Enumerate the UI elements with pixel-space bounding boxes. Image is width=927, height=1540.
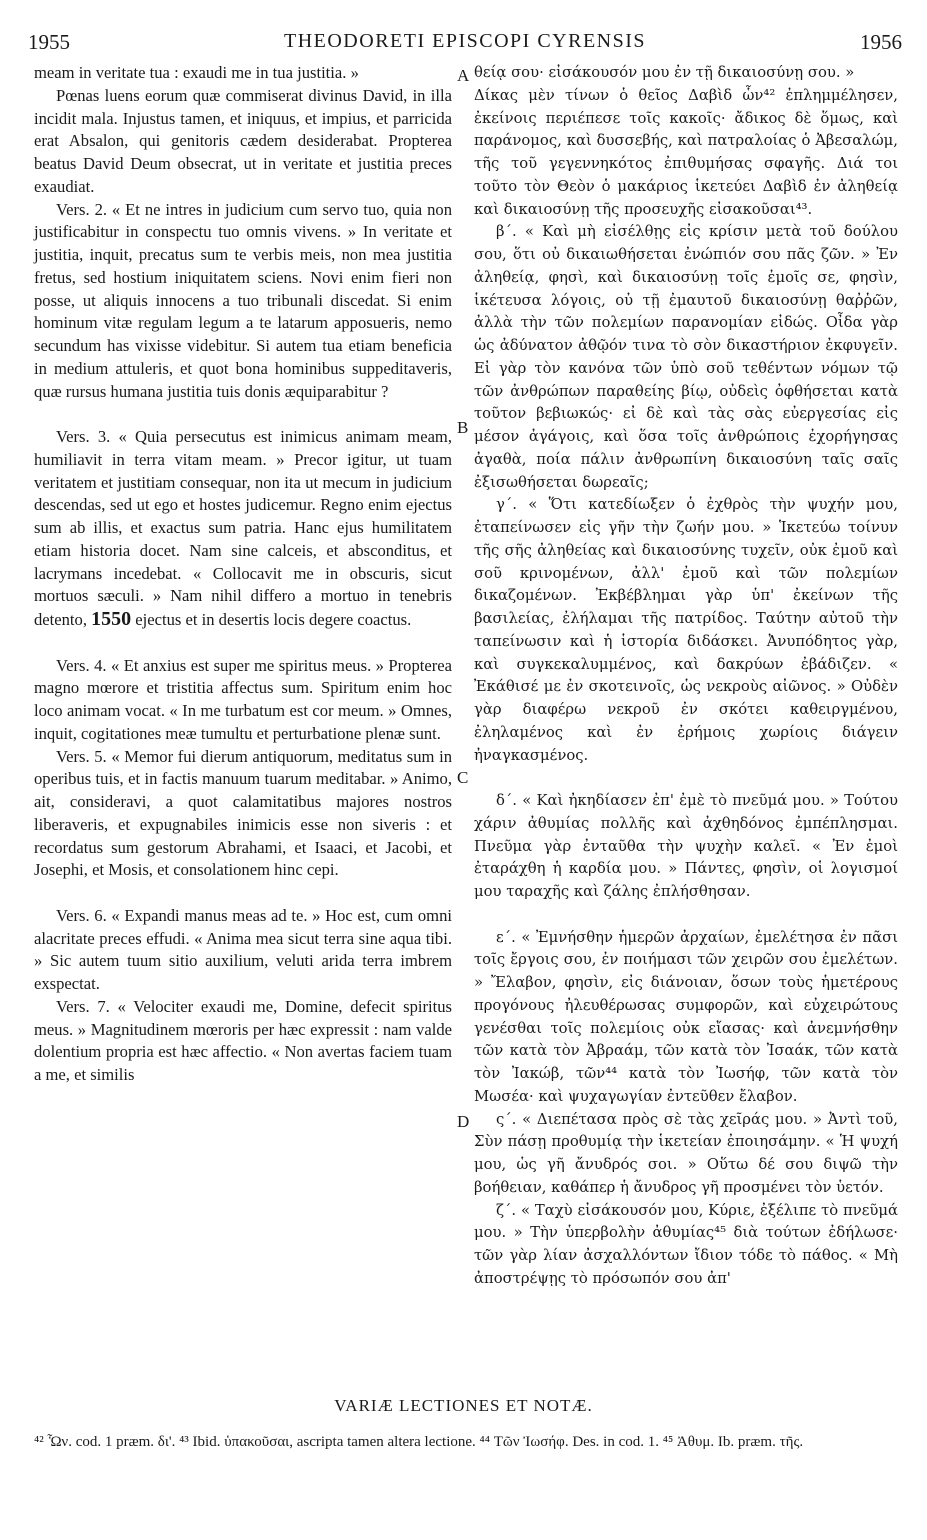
paragraph-text: ejectus et in desertis locis degere coactus. — [131, 610, 412, 629]
latin-paragraph: Pœnas luens eorum quæ commiserat divinus David, in illa incidit mala. Injustus tamen, et iniquus, et impius, et parricida erat Absalon, qui genitoris cædem desiderabat. Propterea beatus David Deum obsecrat, ut in veritate et justitia preces exaudiat. — [34, 85, 452, 196]
greek-paragraph: ζ΄. « Ταχὺ εἰσάκουσόν μου, Κύριε, ἐξέλιπε τὸ πνεῦμά μου. » Τὴν ὑπερβολὴν ἀθυμίας⁴⁵ διὰ τούτων ἐδήλωσε· τῶν γὰρ λίαν ἀσχαλλόντων ἴδιον τόδε τὸ πάθος. « Μὴ ἀποστρέψῃς τὸ πρόσωπόν σου ἀπ' — [474, 1201, 898, 1287]
latin-paragraph: Vers. 7. « Velociter exaudi me, Domine, defecit spiritus meus. » Magnitudinem mœroris per hæc expressit : nam valde dolentium propria est hæc affectio. « Non avertas faciem tuam a me, et similis — [34, 996, 452, 1084]
latin-paragraph: Vers. 6. « Expandi manus meas ad te. » Hoc est, cum omni alacritate preces effudi. « Anima mea sicut terra sine aqua tibi. » Sic autem tuum sitio auxilium, veluti arida terra imbrem exspectat. — [34, 905, 452, 993]
margin-letter-d: D — [457, 1112, 470, 1131]
latin-paragraph: Vers. 4. « Et anxius est super me spiritus meus. » Propterea magno mœrore et tristitia affectus sum. Spiritum enim hoc loco animam vocat. « In me turbatum est cor meum. » Omnes, inquit, cogitationes meæ tumultu et perturbatione plenæ sunt. — [34, 655, 452, 743]
page-number-left: 1955 — [28, 30, 70, 54]
margin-letter-a: A — [457, 66, 470, 85]
latin-paragraph: Vers. 5. « Memor fui dierum antiquorum, meditatus sum in operibus tuis, et in factis manuum tuarum meditabar. » Animo, ait, consideravi, a quot calamitatibus majores nostros liberaveris, et expugnabiles inimicis esse non siveris : et recordatus sum gestorum Abrahami, et Isaaci, et Jacobi, et Josephi, et Mosis, et consolationem hinc cepi. — [34, 746, 452, 880]
greek-paragraph: Δίκας μὲν τίνων ὁ θεῖος Δαβὶδ ὧν⁴² ἐπλημμέλησεν, ἐκείνοις περιέπεσε τοῖς κακοῖς· ἄδικος δὲ ὅμως, καὶ παράνομος, καὶ δυσσεβής, καὶ πατραλοίας ὁ Ἀβεσαλώμ, τῆς τοῦ γεγεννηκότος ἐπιθυμήσας σφαγῆς. Διά τοι τοῦτο τὸν Θεὸν ὁ μακάριος ἱκετεύει Δαβὶδ ἐν ἀληθείᾳ καὶ δικαιοσύνῃ τῆς προσευχῆς εἰσακοῦσαι⁴³. — [474, 86, 898, 218]
page-number-right: 1956 — [860, 30, 902, 54]
latin-paragraph: Vers. 2. « Et ne intres in judicium cum servo tuo, quia non justificabitur in conspectu tuo omnis vivens. » In veritate et justitia, inquit, precatus sum te verbis meis, non mea justitia fretus, sed hostium iniquitatem sciens. Novi enim fieri non posse, ut aliquis innocens a tuo tribunali discedat. Si enim hominum vitæ regulam legum a te latarum apposueris, nemo secundum has vixisse videbitur. Si autem tua etiam beneficia in medium attuleris, et quot bona hominibus suppeditaveris, quæ rursus humana justitia tuis donis æquiparabitur ? — [34, 199, 452, 401]
greek-column — [474, 62, 898, 1291]
greek-paragraph: δ΄. « Καὶ ἠκηδίασεν ἐπ' ἐμὲ τὸ πνεῦμά μου. » Τούτου χάριν ἀθυμίας πολλῆς καὶ ἀχθηδόνος ἐμπέπλησμαι. Πνεῦμα γὰρ ἐνταῦθα τὴν ψυχὴν καλεῖ. « Ἐν ἐμοὶ ἐταράχθη ἡ καρδία μου. » Πάντες, φησὶν, οἱ λογισμοί μου ταραχῆς καὶ ζάλης ἐπλήσθησαν. — [474, 792, 898, 900]
column-number: 1550 — [91, 608, 132, 630]
latin-paragraph — [34, 426, 452, 632]
greek-paragraph: ς΄. « Διεπέτασα πρὸς σὲ τὰς χεῖράς μου. » Ἀντὶ τοῦ, Σὺν πάσῃ προθυμίᾳ τὴν ἱκετείαν ἐποιησάμην. « Ἡ ψυχή μου, ὡς γῆ ἄνυδρός σοι. » Οὕτω δέ σου διψῶ τὴν βοήθειαν, καθάπερ ἡ ἄνυδρος γῆ προσμένει τὸν ὑετόν. — [474, 1110, 898, 1196]
paragraph-text: Vers. 3. « Quia persecutus est inimicus animam meam, humiliavit in terra vitam meam. » Precor igitur, ut tuam veritatem et justitiam consequar, non ita ut mecum in judicium descendas, sed ut ego et hostes judicemur. Regno enim ejectus sum ab illis, et exactus sum patria. Hanc ejus humilitatem etiam historia docet. Nam sine calceis, et absconditus, et lacrymans incedebat. « Collocavit me in obscuris, sicut mortuos sæculi. » Nam nihil differo a mortuo in tenebris detento, — [34, 427, 452, 629]
margin-letter-c: C — [457, 768, 469, 787]
greek-paragraph: γ΄. « Ὅτι κατεδίωξεν ὁ ἐχθρὸς τὴν ψυχήν μου, ἐταπείνωσεν εἰς γῆν τὴν ζωήν μου. » Ἱκετεύω τοίνυν τῆς σῆς ἀληθείας καὶ δικαιοσύνης τυχεῖν, οὐκ ἐμοῦ καὶ σοῦ κρινομένων, ἀλλ' ἐμοῦ καὶ τῶν πολεμίων δικαζομένων. Ἐκβέβλημαι γὰρ ὑπ' ἐκείνων τῆς βασιλείας, ἐλήλαμαι τῆς πατρίδος. Ταύτην αὐτοῦ τὴν ταπείνωσιν καὶ ἡ ἱστορία διδάσκει. Ἀνυπόδητος γὰρ, καὶ συγκεκαλυμμένος, καὶ δακρύων ἐβάδιζεν. « Ἐκάθισέ με ἐν σκοτεινοῖς, ὡς νεκροὺς αἰῶνος. » Οὐδὲν γὰρ διαφέρω νεκροῦ ἐν σκότει καθειργμένου, ἐληλαμένος καὶ ἐν ἐρήμοις χωρίοις διάγειν ἠναγκασμένος. — [474, 496, 898, 764]
margin-letter-b: B — [457, 418, 469, 437]
greek-paragraph: θείᾳ σου· εἰσάκουσόν μου ἐν τῇ δικαιοσύνῃ σου. » — [474, 64, 855, 81]
greek-paragraph: ε΄. « Ἐμνήσθην ἡμερῶν ἀρχαίων, ἐμελέτησα ἐν πᾶσι τοῖς ἔργοις σου, ἐν ποιήμασι τῶν χειρῶν σου ἐμελέτων. » Ἔλαβον, φησὶν, εἰς διάνοιαν, ὅσων τοὺς ἡμετέρους προγόνους ἠλευθέρωσας συμφορῶν, καὶ εὐχειρώτους γενέσθαι τοῖς πολεμίοις οὐκ εἴασας· καὶ ἀνεμνήσθην τῶν κατὰ τὸν Ἀβραάμ, τῶν κατὰ τὸν Ἰσαάκ, τῶν κατὰ τὸν Ἰακώβ, τῶν⁴⁴ κατὰ τὸν Ἰωσήφ, τῶν κατὰ τὸν Μωσέα· καὶ ψυχαγωγίαν ἐντεῦθεν ἔλαβον. — [474, 928, 898, 1105]
page-header — [28, 30, 902, 60]
greek-paragraph: β΄. « Καὶ μὴ εἰσέλθῃς εἰς κρίσιν μετὰ τοῦ δούλου σου, ὅτι οὐ δικαιωθήσεται ἐνώπιόν σου πᾶς ζῶν. » Ἐν ἀληθείᾳ, φησὶ, καὶ δικαιοσύνῃ τοῖς ἐμοῖς σε, φησὶν, ἱκέτευσα λόγοις, οὐ τῇ ἐμαυτοῦ δικαιοσύνῃ θαῤῥῶν, ἀλλὰ τὴν τῶν πολεμίων παρανομίαν εἰδώς. Οἶδα γὰρ ὡς ἀδύνατον ἀθῷόν τινα τὸ σὸν δικαστήριον ἐκφυγεῖν. Εἰ γὰρ τὸν κανόνα τῶν ὑπὸ σοῦ τεθέντων νόμων τῷ τῶν ἀνθρώπων παραθείης βίῳ, οὐδεὶς ὀφθήσεται κατὰ τοῦτον βεβιωκώς· εἰ δὲ καὶ τὰς σὰς εὐεργεσίας εἰς μέσον ἀγάγοις, καὶ ὅσα τοῖς ἀνθρώποις ἐχορήγησας ἀγαθὰ, ποία πάλιν ἀνθρωπίνη δικαιοσύνη ταῖς σαῖς ἐξισωθήσεται δωρεαῖς; — [474, 223, 898, 491]
running-title: THEODORETI EPISCOPI CYRENSIS — [283, 30, 647, 52]
latin-paragraph: meam in veritate tua : exaudi me in tua justitia. » — [34, 63, 359, 82]
footnotes: ⁴² Ὧν. cod. 1 præm. δι'. ⁴³ Ibid. ὑπακοῦσαι, ascripta tamen altera lectione. ⁴⁴ Τῶν Ἰωσήφ. Des. in cod. 1. ⁴⁵ Ἀθυμ. Ib. præm. τῆς. — [34, 1434, 804, 1450]
latin-column — [34, 62, 452, 1087]
notes-title: VARIÆ LECTIONES ET NOTÆ. — [334, 1396, 593, 1415]
